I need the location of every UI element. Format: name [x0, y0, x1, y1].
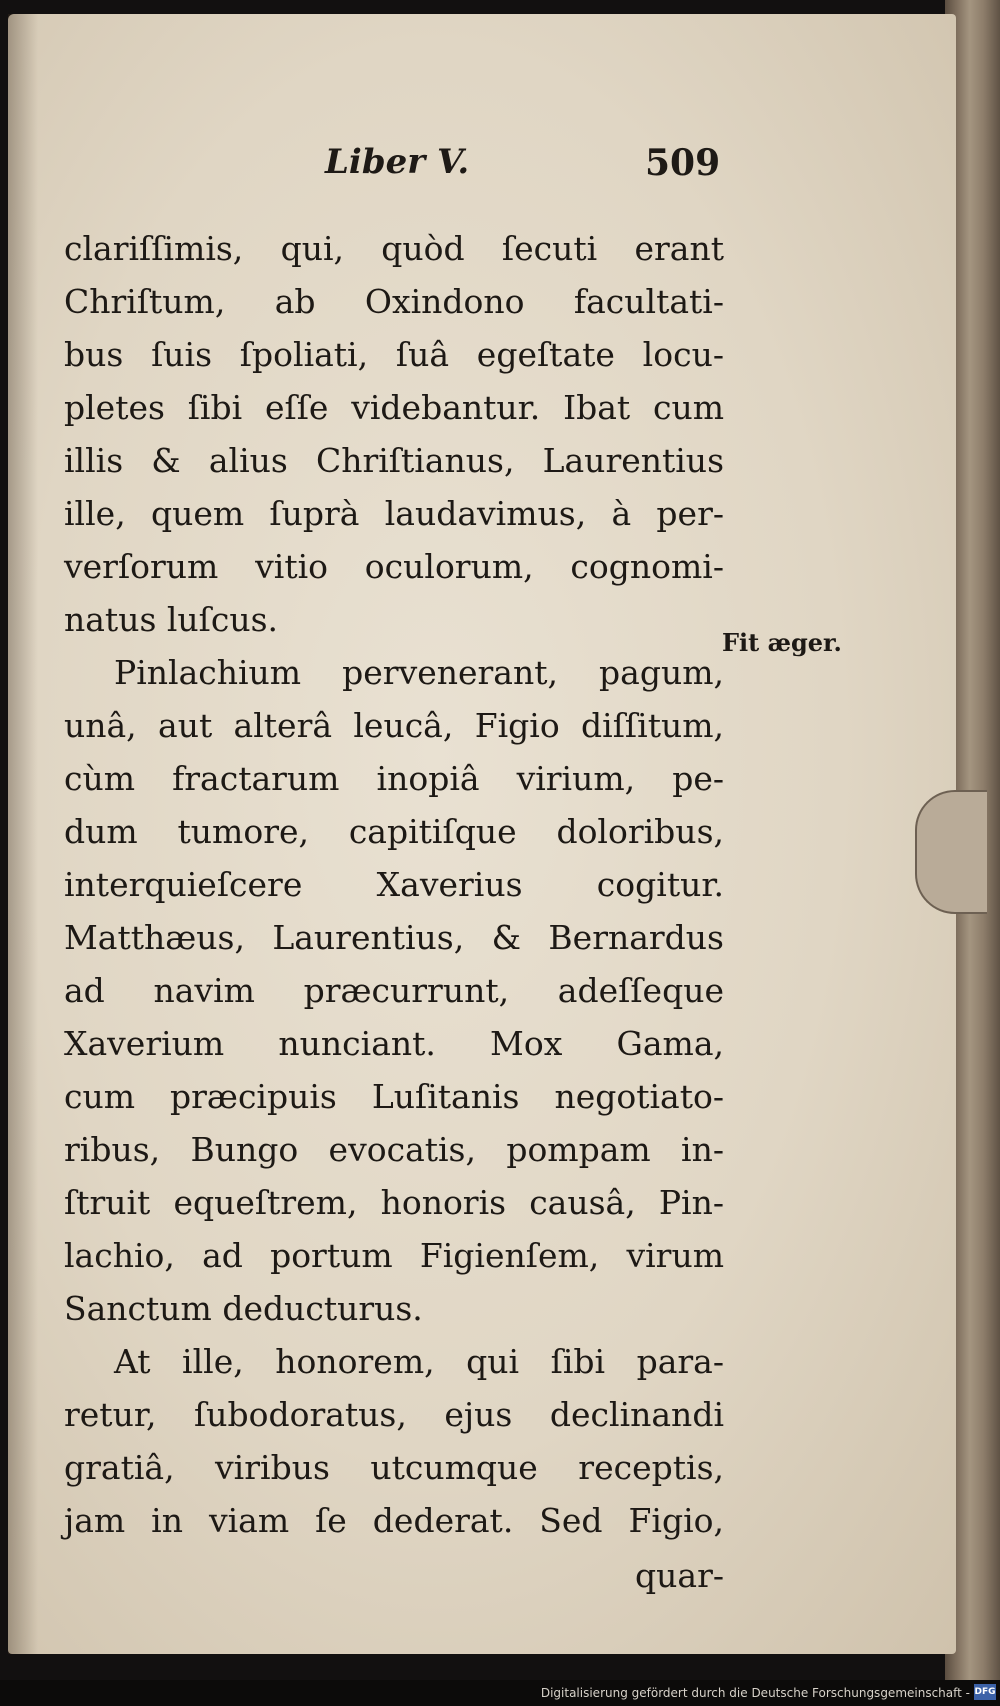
text-line: verſorum vitio oculorum, cognomi-	[64, 547, 724, 586]
text-line: Matthæus, Laurentius, & Bernardus	[64, 918, 724, 957]
text-line: At ille, honorem, qui ſibi para-	[114, 1342, 724, 1381]
text-line: interquieſcere Xaverius cogitur.	[64, 865, 724, 904]
marginal-note: Fit æger.	[722, 628, 842, 657]
body-text	[64, 222, 724, 1602]
gutter-shadow	[8, 14, 38, 1654]
text-line: Pinlachium pervenerant, pagum,	[114, 653, 724, 692]
text-line: natus luſcus.	[64, 600, 279, 639]
text-line: illis & alius Chriſtianus, Laurentius	[64, 441, 724, 480]
text-line: clariſſimis, qui, quòd ſecuti erant	[64, 229, 724, 268]
text-line: retur, ſubodoratus, ejus declinandi	[64, 1395, 724, 1434]
text-line: ribus, Bungo evocatis, pompam in-	[64, 1130, 724, 1169]
text-line: lachio, ad portum Figienſem, virum	[64, 1236, 724, 1275]
text-line: dum tumore, capitiſque doloribus,	[64, 812, 724, 851]
text-line: ille, quem ſuprà laudavimus, à per-	[64, 494, 724, 533]
text-line: gratiâ, viribus utcumque receptis,	[64, 1448, 724, 1487]
text-line: ad navim præcurrunt, adeſſeque	[64, 971, 724, 1010]
text-line: cum præcipuis Luſitanis negotiato-	[64, 1077, 724, 1116]
footer-credit: Digitalisierung gefördert durch die Deutsche Forschungsgemeinschaft -	[540, 1686, 970, 1700]
text-line: Chriſtum, ab Oxindono facultati-	[64, 282, 724, 321]
page-clip-marker	[915, 790, 987, 914]
text-line: ſtruit equeſtrem, honoris causâ, Pin-	[64, 1183, 724, 1222]
page-number: 509	[645, 142, 721, 184]
text-line: Xaverium nunciant. Mox Gama,	[64, 1024, 724, 1063]
text-line: cùm fractarum inopiâ virium, pe-	[64, 759, 724, 798]
running-title: Liber V.	[325, 142, 470, 182]
text-line: Sanctum deducturus.	[64, 1289, 423, 1328]
text-line: jam in viam ſe dederat. Sed Figio,	[64, 1501, 724, 1540]
catchword: quar-	[635, 1556, 724, 1595]
text-line: pletes ſibi eſſe videbantur. Ibat cum	[64, 388, 724, 427]
dfg-logo-icon: DFG	[974, 1684, 996, 1700]
running-head	[0, 142, 1000, 190]
text-line: unâ, aut alterâ leucâ, Figio diſſitum,	[64, 706, 724, 745]
text-line: bus ſuis ſpoliati, ſuâ egeſtate locu-	[64, 335, 724, 374]
